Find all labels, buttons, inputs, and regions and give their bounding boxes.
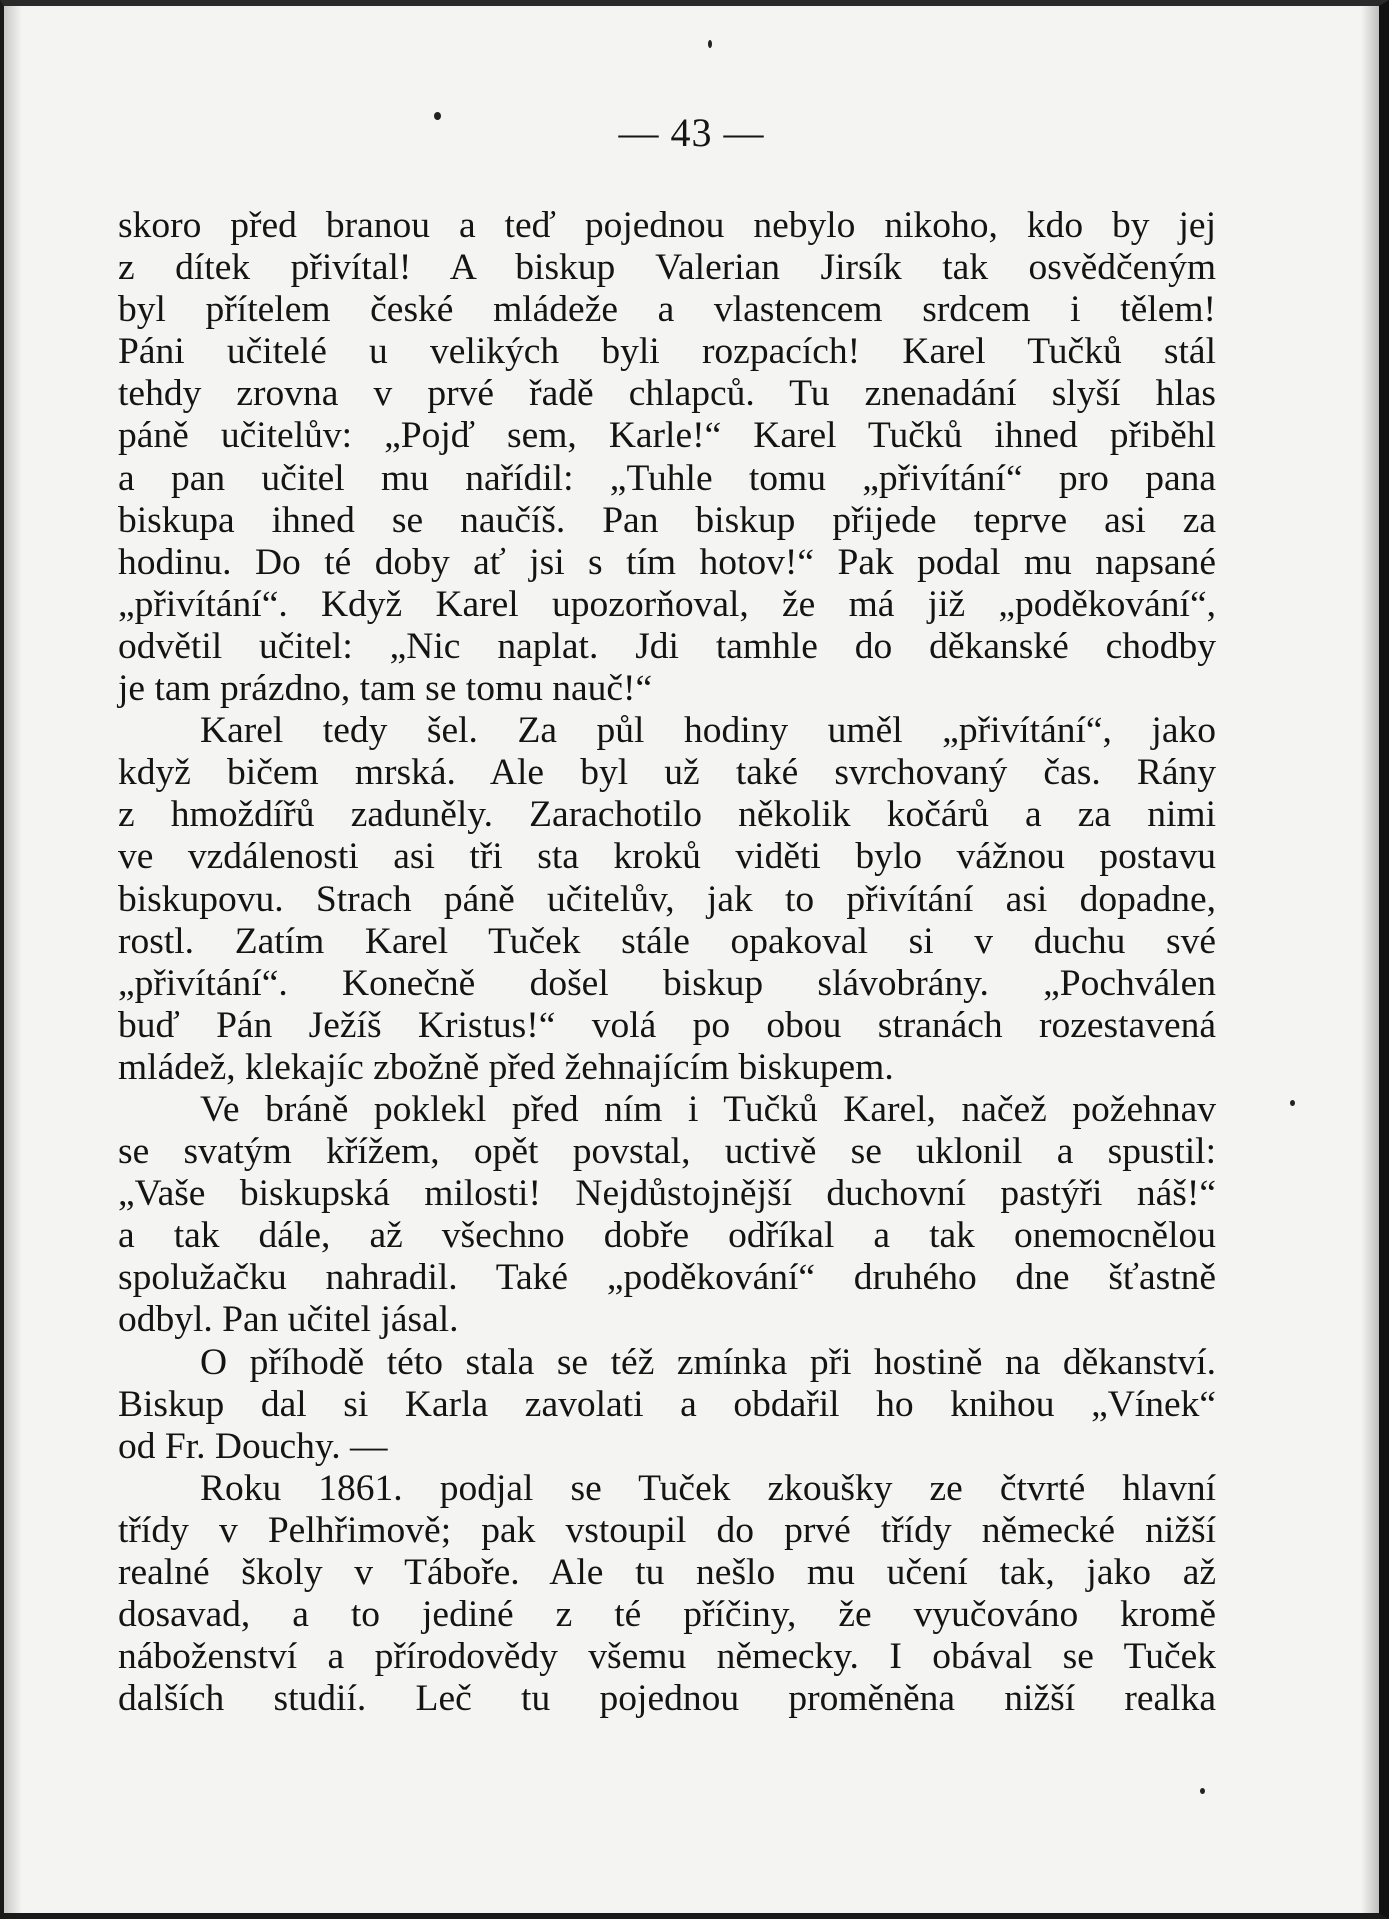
text-line: se svatým křížem, opět povstal, uctivě se uklonil a spustil: [118, 1131, 1216, 1173]
text-line: náboženství a přírodovědy všemu německy. I obával se Tuček [118, 1636, 1216, 1678]
text-line: hodinu. Do té doby ať jsi s tím hotov!“ Pak podal mu napsané [118, 541, 1216, 583]
text-line: dalších studií. Leč tu pojednou proměněna nižší realka [118, 1678, 1216, 1720]
text-line: „přivítání“. Když Karel upozorňoval, že má již „poděkování“, [118, 583, 1216, 625]
text-line: byl přítelem české mládeže a vlastencem srdcem i tělem! [118, 289, 1216, 331]
text-line: z hmoždířů zaduněly. Zarachotilo několik kočárů a za nimi [118, 794, 1216, 836]
text-line: páně učitelův: „Pojď sem, Karle!“ Karel Tučků ihned přiběhl [118, 415, 1216, 457]
right-edge-shadow [1361, 6, 1379, 1913]
text-line: buď Pán Ježíš Kristus!“ volá po obou stranách rozestavená [118, 1004, 1216, 1046]
text-line: mládež, klekajíc zbožně před žehnajícím biskupem. [118, 1046, 894, 1088]
body-text [118, 205, 1216, 1720]
text-line: když bičem mrská. Ale byl už také svrchovaný čas. Rány [118, 752, 1216, 794]
page-number: — 43 — [618, 110, 765, 155]
text-line: biskupovu. Strach páně učitelův, jak to přivítání asi dopadne, [118, 878, 1216, 920]
text-line: O příhodě této stala se též zmínka při hostině na děkanství. [200, 1341, 1216, 1383]
text-line: a tak dále, až všechno dobře odříkal a tak onemocnělou [118, 1215, 1216, 1257]
text-line: odbyl. Pan učitel jásal. [118, 1299, 459, 1341]
text-line: Biskup dal si Karla zavolati a obdařil ho knihou „Vínek“ [118, 1383, 1216, 1425]
text-line: biskupa ihned se naučíš. Pan biskup přijede teprve asi za [118, 499, 1216, 541]
text-line: ve vzdálenosti asi tři sta kroků viděti bylo vážnou postavu [118, 836, 1216, 878]
text-line: odvětil učitel: „Nic naplat. Jdi tamhle do děkanské chodby [118, 625, 1216, 667]
print-speck [1200, 1788, 1205, 1794]
text-line: skoro před branou a teď pojednou nebylo nikoho, kdo by jej [118, 205, 1216, 246]
text-line: Páni učitelé u velikých byli rozpacích! Karel Tučků stál [118, 331, 1216, 373]
text-line: dosavad, a to jediné z té příčiny, že vyučováno kromě [118, 1594, 1216, 1636]
text-line: tehdy zrovna v prvé řadě chlapců. Tu znenadání slyší hlas [118, 373, 1216, 415]
print-speck [1290, 1100, 1295, 1106]
text-line: „Vaše biskupská milosti! Nejdůstojnější duchovní pastýři náš!“ [118, 1173, 1216, 1215]
text-line: spolužačku nahradil. Také „poděkování“ druhého dne šťastně [118, 1257, 1216, 1299]
left-edge-shadow [4, 6, 22, 1913]
text-line: realné školy v Táboře. Ale tu nešlo mu učení tak, jako až [118, 1552, 1216, 1593]
text-line: Karel tedy šel. Za půl hodiny uměl „přivítání“, jako [200, 710, 1216, 752]
text-line: z dítek přivítal! A biskup Valerian Jirsík tak osvědčeným [118, 247, 1216, 289]
print-speck [708, 40, 712, 48]
text-line: „přivítání“. Konečně došel biskup slávobrány. „Pochválen [118, 962, 1216, 1004]
text-line: je tam prázdno, tam se tomu nauč!“ [118, 668, 653, 710]
text-line: třídy v Pelhřimově; pak vstoupil do prvé třídy německé nižší [118, 1509, 1216, 1551]
text-line: od Fr. Douchy. — [118, 1425, 388, 1467]
text-line: Ve bráně poklekl před ním i Tučků Karel, načež požehnav [200, 1088, 1216, 1130]
text-line: a pan učitel mu nařídil: „Tuhle tomu „přivítání“ pro pana [118, 457, 1216, 499]
text-line: rostl. Zatím Karel Tuček stále opakoval si v duchu své [118, 920, 1216, 962]
text-line: Roku 1861. podjal se Tuček zkoušky ze čtvrté hlavní [200, 1467, 1216, 1509]
